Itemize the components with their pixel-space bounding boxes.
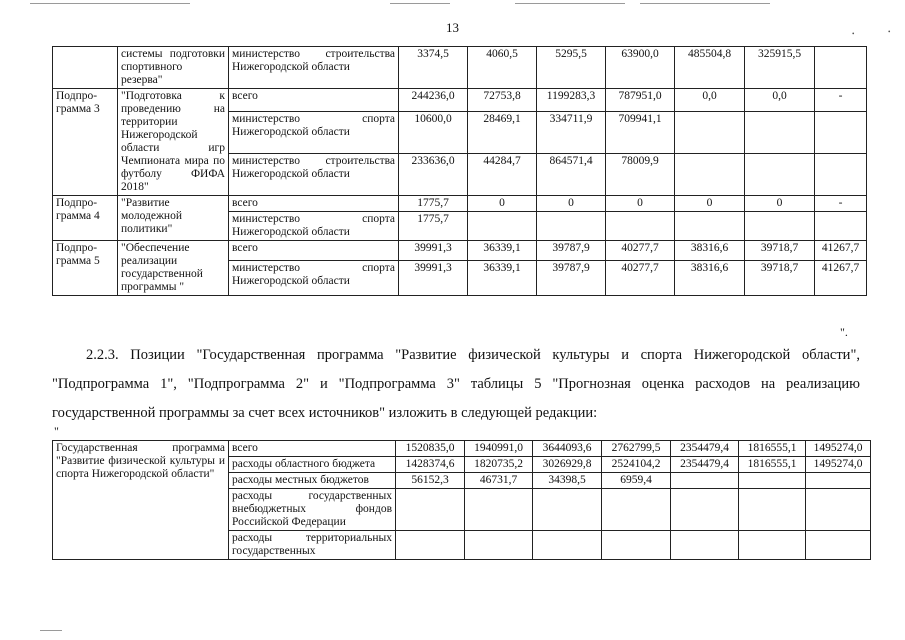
spending-label: министерство строительства Нижегородской области — [229, 154, 399, 196]
amount-cell — [815, 47, 867, 89]
amount-cell — [815, 154, 867, 196]
amount-cell: 28469,1 — [468, 112, 537, 154]
funding-source-label: расходы государственных внебюджетных фондов Российской Федерации — [229, 489, 396, 531]
amount-cell: 1940991,0 — [465, 441, 533, 457]
amount-cell — [533, 531, 602, 560]
amount-cell: 334711,9 — [537, 112, 606, 154]
page-number: 13 — [446, 20, 459, 35]
scan-artifact-line — [640, 3, 770, 4]
amount-cell — [806, 531, 871, 560]
amount-cell: 39718,7 — [745, 260, 815, 295]
amount-cell — [671, 473, 739, 489]
table-row — [53, 441, 871, 457]
amount-cell: 38316,6 — [675, 241, 745, 261]
amount-cell: 864571,4 — [537, 154, 606, 196]
spending-label: министерство строительства Нижегородской области — [229, 47, 399, 89]
closing-quote: ". — [840, 325, 848, 339]
amount-cell — [745, 154, 815, 196]
amount-cell — [739, 531, 806, 560]
amount-cell — [745, 112, 815, 154]
scan-artifact-dot: • — [852, 30, 855, 38]
amount-cell: 6959,4 — [602, 473, 671, 489]
subprograms-table — [52, 46, 867, 296]
amount-cell: 40277,7 — [606, 260, 675, 295]
subprogram-name: Подпро-грамма 3 — [53, 89, 118, 196]
amount-cell — [533, 489, 602, 531]
scan-artifact-line — [40, 630, 62, 631]
table-row — [53, 241, 867, 261]
amount-cell — [675, 212, 745, 241]
amount-cell — [537, 212, 606, 241]
opening-quote: " — [54, 424, 59, 438]
amendment-paragraph — [52, 341, 860, 428]
scan-artifact-line — [515, 3, 625, 4]
spending-label: всего — [229, 241, 399, 261]
funding-source-label: расходы территориальных государственных — [229, 531, 396, 560]
amount-cell: 2354479,4 — [671, 457, 739, 473]
spending-label: министерство спорта Нижегородской области — [229, 212, 399, 241]
amount-cell — [745, 212, 815, 241]
amount-cell: 0 — [537, 196, 606, 212]
amount-cell: 485504,8 — [675, 47, 745, 89]
amount-cell: 244236,0 — [399, 89, 468, 112]
amount-cell: 38316,6 — [675, 260, 745, 295]
program-costs-table — [52, 440, 871, 560]
program-title: Государственная программа "Развитие физической культуры и спорта Нижегородской области" — [53, 441, 229, 560]
scan-artifact-dot: • — [888, 28, 891, 36]
subprogram-name: Подпро-грамма 4 — [53, 196, 118, 241]
amount-cell: 0 — [745, 196, 815, 212]
amount-cell — [815, 112, 867, 154]
amount-cell: 46731,7 — [465, 473, 533, 489]
amount-cell: 10600,0 — [399, 112, 468, 154]
amount-cell — [675, 154, 745, 196]
amount-cell: 78009,9 — [606, 154, 675, 196]
amount-cell: 2762799,5 — [602, 441, 671, 457]
subprogram-title: "Обеспечение реализации государственной программы " — [118, 241, 229, 296]
amount-cell — [465, 489, 533, 531]
amount-cell: 1816555,1 — [739, 441, 806, 457]
amount-cell: 1428374,6 — [396, 457, 465, 473]
amount-cell — [396, 531, 465, 560]
amount-cell — [675, 112, 745, 154]
amount-cell: 0,0 — [745, 89, 815, 112]
funding-source-label: расходы местных бюджетов — [229, 473, 396, 489]
amount-cell: 3374,5 — [399, 47, 468, 89]
amount-cell: 1775,7 — [399, 196, 468, 212]
amount-cell: 2524104,2 — [602, 457, 671, 473]
amount-cell — [671, 531, 739, 560]
subprogram-title: "Подготовка к проведению на территории Нижегородской области игр Чемпионата мира по футболу ФИФА 2018" — [118, 89, 229, 196]
amount-cell: 34398,5 — [533, 473, 602, 489]
amount-cell — [806, 473, 871, 489]
amount-cell — [806, 489, 871, 531]
funding-source-label: расходы областного бюджета — [229, 457, 396, 473]
amount-cell: 325915,5 — [745, 47, 815, 89]
subprogram-name: Подпро-грамма 5 — [53, 241, 118, 296]
spending-label: министерство спорта Нижегородской области — [229, 112, 399, 154]
amount-cell: 3644093,6 — [533, 441, 602, 457]
amendment-text: 2.2.3. Позиции "Государственная программа "Развитие физической культуры и спорта Нижегородской области", "Подпрограмма 1", "Подпрограмма 2" и "Подпрограмма 3" таблицы 5 "Прогнозная оценка расходов на реализацию государственной программы за счет всех источников" изложить в следующей редакции: — [52, 347, 860, 421]
amount-cell: 36339,1 — [468, 241, 537, 261]
subprogram-title: системы подготовки спортивного резерва" — [118, 47, 229, 89]
amount-cell: 1820735,2 — [465, 457, 533, 473]
scan-artifact-line — [30, 3, 190, 4]
table-row — [53, 196, 867, 212]
spending-label: всего — [229, 196, 399, 212]
amount-cell: 4060,5 — [468, 47, 537, 89]
scan-artifact-line — [390, 3, 450, 4]
amount-cell: 41267,7 — [815, 241, 867, 261]
amount-cell: 0 — [468, 196, 537, 212]
amount-cell: 709941,1 — [606, 112, 675, 154]
amount-cell: 1495274,0 — [806, 441, 871, 457]
amount-cell: 787951,0 — [606, 89, 675, 112]
amount-cell: 2354479,4 — [671, 441, 739, 457]
amount-cell: 39718,7 — [745, 241, 815, 261]
amount-cell — [606, 212, 675, 241]
amount-cell: 72753,8 — [468, 89, 537, 112]
amount-cell: 5295,5 — [537, 47, 606, 89]
amount-cell: - — [815, 89, 867, 112]
amount-cell — [396, 489, 465, 531]
amount-cell: 39787,9 — [537, 260, 606, 295]
amount-cell — [602, 489, 671, 531]
amount-cell: 1775,7 — [399, 212, 468, 241]
amount-cell: 1495274,0 — [806, 457, 871, 473]
amount-cell: 0 — [675, 196, 745, 212]
amount-cell: 1520835,0 — [396, 441, 465, 457]
amount-cell: 56152,3 — [396, 473, 465, 489]
amount-cell: 233636,0 — [399, 154, 468, 196]
table-row — [53, 89, 867, 112]
amount-cell: 3026929,8 — [533, 457, 602, 473]
subprogram-title: "Развитие молодежной политики" — [118, 196, 229, 241]
amount-cell — [468, 212, 537, 241]
table-row — [53, 47, 867, 89]
amount-cell — [465, 531, 533, 560]
amount-cell: 1199283,3 — [537, 89, 606, 112]
amount-cell — [671, 489, 739, 531]
spending-label: всего — [229, 89, 399, 112]
spending-label: министерство спорта Нижегородской области — [229, 260, 399, 295]
amount-cell: - — [815, 196, 867, 212]
amount-cell — [739, 473, 806, 489]
amount-cell: 0,0 — [675, 89, 745, 112]
funding-source-label: всего — [229, 441, 396, 457]
amount-cell: 36339,1 — [468, 260, 537, 295]
subprogram-name — [53, 47, 118, 89]
amount-cell: 39787,9 — [537, 241, 606, 261]
amount-cell: 0 — [606, 196, 675, 212]
amount-cell — [739, 489, 806, 531]
amount-cell — [815, 212, 867, 241]
amount-cell: 1816555,1 — [739, 457, 806, 473]
amount-cell: 41267,7 — [815, 260, 867, 295]
amount-cell — [602, 531, 671, 560]
amount-cell: 44284,7 — [468, 154, 537, 196]
amount-cell: 63900,0 — [606, 47, 675, 89]
amount-cell: 40277,7 — [606, 241, 675, 261]
amount-cell: 39991,3 — [399, 260, 468, 295]
amount-cell: 39991,3 — [399, 241, 468, 261]
